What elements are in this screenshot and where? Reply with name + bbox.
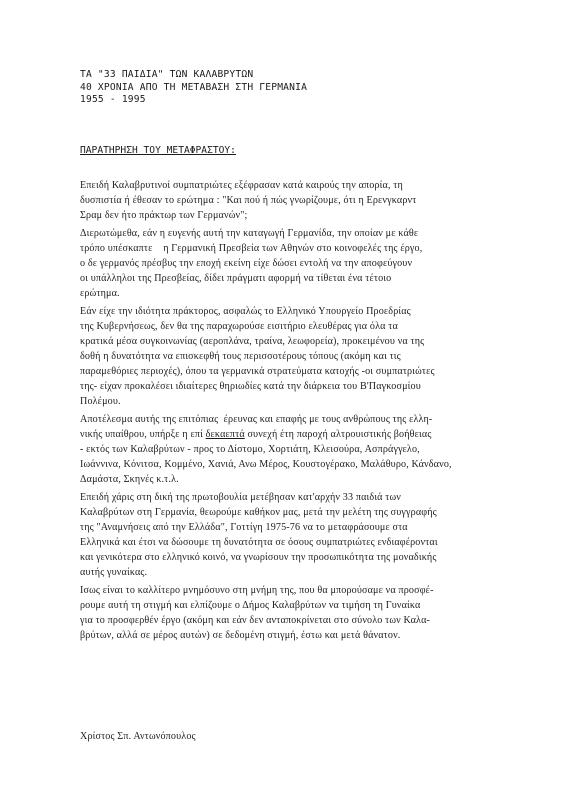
text-line: κρατικά μέσα συγκοινωνίας (αεροπλάνα, τραίνα, λεωφορεία), προκειμένου να της [80,336,425,347]
document-header [80,69,307,107]
underlined-word: δεκαεπτά [205,429,245,440]
text-line: - εκτός των Καλαβρύτων - προς το Δίστομο, Χορτιάτη, Κλεισούρα, Ασπράγγελο, [80,444,420,455]
text-line: της "Αναμνήσεις από την Ελλάδα", Γοττίγη 1975-76 να το μεταφράσουμε στα [80,522,408,533]
text-line: Διερωτώμεθα, εάν η ευγενής αυτή την καταγωγή Γερμανίδα, την οποίαν με κάθε [80,228,419,239]
text-line: Δαμάστα, Σκηνές κ.τ.λ. [80,474,179,485]
text-line: αυτής γυναίκας. [80,567,148,578]
signature: Χρίστος Σπ. Αντωνόπουλος [80,731,196,742]
text-line: ο δε γερμανός πρέσβυς την εποχή εκείνη είχε δώσει εντολή να την αποφεύγουν [80,258,413,269]
text-line: νικής υπαίθρου, υπήρξε η επί δεκαεπτά συνεχή έτη παροχή αλτρουιστικής βοήθειας [80,429,432,440]
text-line: Αποτέλεσμα αυτής της επιτόπιας έρευνας και επαφής με τους ανθρώπους της ελλη- [80,414,433,425]
text-line: βρύτων, αλλά σε μέρος αυτών) σε δεδομένη στιγμή, έστω και μετά θάνατον. [80,630,401,641]
header-title: ΤΑ "33 ΠΑΙΔΙΑ" ΤΩΝ ΚΑΛΑΒΡΥΤΩΝ [80,69,254,80]
text-line: παραμεθόριες περιοχές), όπου τα γερμανικά στρατεύματα κατοχής -οι συμπατριώτες [80,366,435,377]
text-line: ερώτημα. [80,288,120,299]
header-subtitle: 40 ΧΡΟΝΙΑ ΑΠΟ ΤΗ ΜΕΤΑΒΑΣΗ ΣΤΗ ΓΕΡΜΑΝΙΑ [80,81,308,93]
text-line: Επειδή χάρις στη δική της πρωτοβουλία μετέβησαν κατ'αρχήν 33 παιδιά των [80,492,402,503]
text-line: και γενικότερα στο ελληνικό κοινό, να γνωρίσουν την προσωπικότητα της μοναδικής [80,552,437,563]
text-line: της Κυβερνήσεως, δεν θα της παραχωρούσε εισιτήριο ελευθέρας για όλα τα [80,321,398,332]
text-line: Πολέμου. [80,396,121,407]
text-line: Σραμ δεν ήτο πράκτωρ των Γερμανών"; [80,210,248,221]
text-line: Επειδή Καλαβρυτινοί συμπατριώτες εξέφρασαν κατά καιρούς την απορία, τη [80,180,403,191]
text-line: Ισως είναι το καλλίτερο μνημόσυνο στη μνήμη της, που θα μπορούσαμε να προσφέ- [80,585,434,596]
text-line: της- είχαν προκαλέσει ιδιαίτερες θηριωδίες κατά την διάρκεια του Β'Παγκοσμίου [80,381,421,392]
translator-note-heading: ΠΑΡΑΤΗΡΗΣΗ ΤΟΥ ΜΕΤΑΦΡΑΣΤΟΥ: [80,145,236,156]
translator-note-body [80,178,530,643]
text-line: δυσπιστία ή έθεσαν το ερώτημα : "Και πού ή πώς γνωρίζουμε, ότι η Ερενγκαρντ [80,195,417,206]
text-line: Ελληνικά και έτσι να δώσουμε τη δυνατότητα σε όσους συμπατριώτες ενδιαφέρονται [80,537,438,548]
text-line: τρόπο υπέσκαπτε η Γερμανική Πρεσβεία των Αθηνών στο κοινοφελές της έργο, [80,243,423,254]
text-line: για το προσφερθέν έργο (ακόμη και εάν δεν ανταποκρίνεται στο σύνολο των Καλα- [80,615,431,626]
text-line: Καλαβρύτων στη Γερμανία, θεωρούμε καθήκον μας, μετά την μελέτη της συγγραφής [80,507,437,518]
text-line: Ιωάννινα, Κόνιτσα, Κομμένο, Χανιά, Ανω Μέρος, Κουστογέρακο, Μαλάθυρο, Κάνδανο, [80,459,452,470]
text-line: Εάν είχε την ιδιότητα πράκτορος, ασφαλώς το Ελληνικό Υπουργείο Προεδρίας [80,306,411,317]
text-line: ρουμε αυτή τη στιγμή και ελπίζουμε ο Δήμος Καλαβρύτων να τιμήση τη Γυναίκα [80,600,421,611]
text-line: δοθή η δυνατότητα να επισκεφθή τους περισσοτέρους τόπους (ακόμη και τις [80,351,401,362]
text-line: οι υπάλληλοι της Πρεσβείας, δίδει πράγματι αφορμή να τίθεται ένα τέτοιο [80,273,392,284]
header-years: 1955 - 1995 [80,94,146,105]
